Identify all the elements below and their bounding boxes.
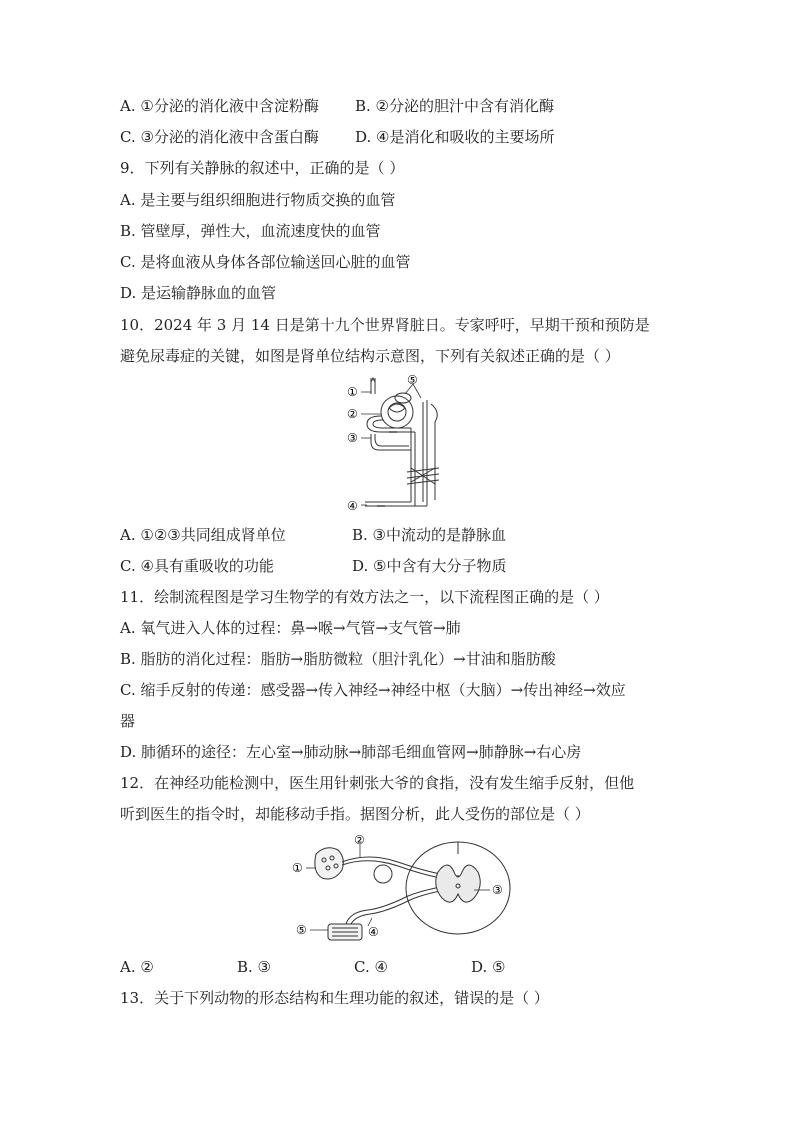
nephron-label-5: ⑤: [407, 373, 418, 387]
q10-stem-line2: 避免尿毒症的关键，如图是肾单位结构示意图，下列有关叙述正确的是（ ）: [120, 347, 620, 365]
q8-option-c: C. ③分泌的消化液中含蛋白酶: [120, 128, 319, 146]
q10-stem-line1: 10．2024 年 3 月 14 日是第十九个世界肾脏日。专家呼吁，早期干预和预防是: [120, 316, 650, 334]
nephron-label-2: ②: [347, 407, 358, 421]
q9-option-c: C. 是将血液从身体各部位输送回心脏的血管: [120, 253, 411, 271]
reflex-label-4: ④: [368, 925, 379, 939]
q8-option-b: B. ②分泌的胆汁中含有消化酶: [355, 97, 555, 115]
q11-option-d: D. 肺循环的途径：左心室→肺动脉→肺部毛细血管网→肺静脉→右心房: [120, 743, 582, 761]
q12-stem-line2: 听到医生的指令时，却能移动手指。据图分析，此人受伤的部位是（ ）: [120, 805, 590, 823]
q12-stem-line1: 12．在神经功能检测中，医生用针刺张大爷的食指，没有发生缩手反射，但他: [120, 774, 635, 792]
q11-option-a: A. 氧气进入人体的过程：鼻→喉→气管→支气管→肺: [120, 619, 461, 637]
q10-option-a: A. ①②③共同组成肾单位: [120, 526, 286, 544]
q12-option-c: C. ④: [354, 958, 388, 976]
q10-option-b: B. ③中流动的是静脉血: [352, 526, 507, 544]
nephron-label-1: ①: [347, 385, 358, 399]
q8-option-a: A. ①分泌的消化液中含淀粉酶: [120, 97, 319, 115]
reflex-label-5: ⑤: [296, 923, 307, 937]
q12-option-d: D. ⑤: [471, 958, 506, 976]
q10-option-d: D. ⑤中含有大分子物质: [352, 557, 507, 575]
q9-stem: 9．下列有关静脉的叙述中，正确的是（ ）: [120, 159, 405, 177]
q12-option-b: B. ③: [237, 958, 272, 976]
q11-option-b: B. 脂肪的消化过程：脂肪→脂肪微粒（胆汁乳化）→甘油和脂肪酸: [120, 650, 556, 668]
q9-option-b: B. 管壁厚，弹性大，血流速度快的血管: [120, 222, 381, 240]
q13-stem: 13．关于下列动物的形态结构和生理功能的叙述，错误的是（ ）: [120, 989, 549, 1007]
q8-option-d: D. ④是消化和吸收的主要场所: [355, 128, 555, 146]
reflex-label-2: ②: [354, 833, 365, 847]
q9-option-d: D. 是运输静脉血的血管: [120, 284, 277, 302]
nephron-label-4: ④: [347, 499, 358, 513]
nephron-label-3: ③: [347, 431, 358, 445]
reflex-label-1: ①: [292, 861, 303, 875]
q11-stem: 11．绘制流程图是学习生物学的有效方法之一，以下流程图正确的是（ ）: [120, 588, 609, 606]
q12-option-a: A. ②: [120, 958, 154, 976]
reflex-label-3: ③: [492, 883, 503, 897]
reflex-arc-diagram: [288, 832, 518, 950]
q10-option-c: C. ④具有重吸收的功能: [120, 557, 274, 575]
q9-option-a: A. 是主要与组织细胞进行物质交换的血管: [120, 191, 396, 209]
q11-option-c-line2: 器: [120, 712, 136, 730]
q11-option-c-line1: C. 缩手反射的传递：感受器→传入神经→神经中枢（大脑）→传出神经→效应: [120, 681, 626, 699]
nephron-diagram: [345, 372, 455, 514]
